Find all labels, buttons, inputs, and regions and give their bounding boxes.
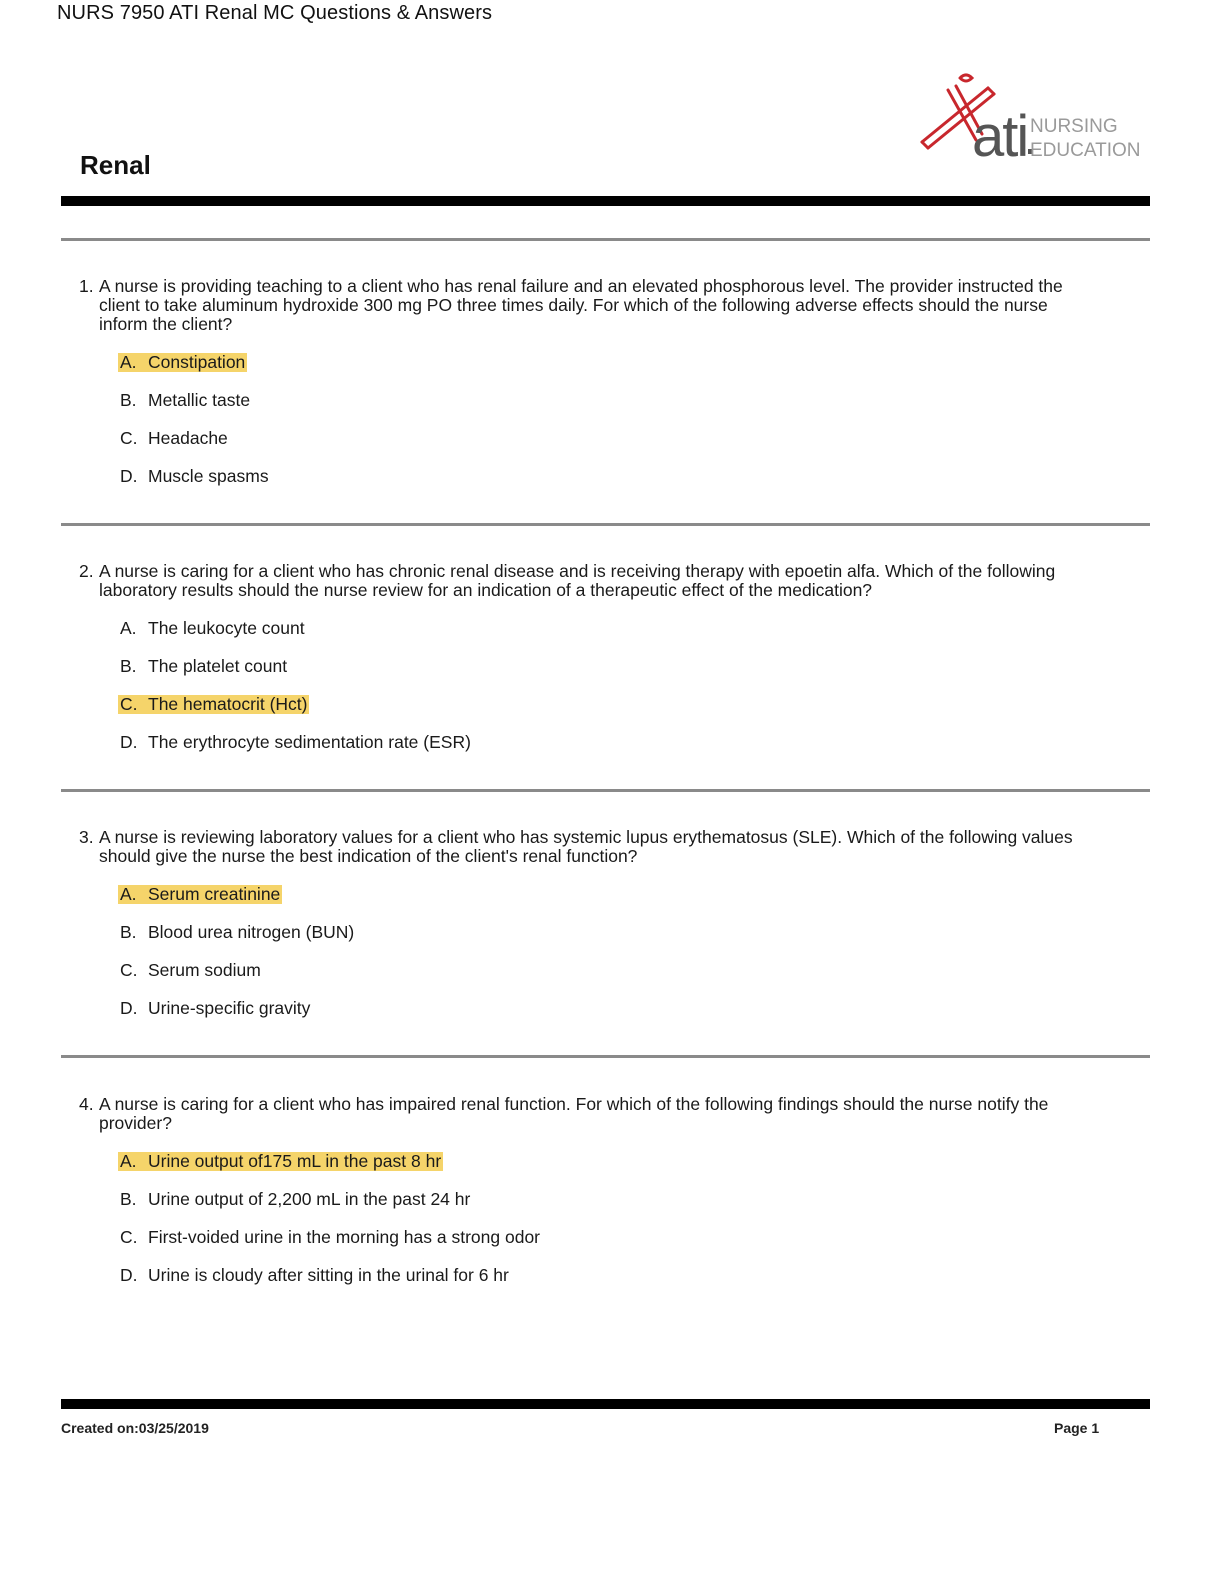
option-d[interactable] (79, 733, 1079, 771)
option-text: The leukocyte count (148, 618, 305, 638)
option-text: Headache (148, 428, 228, 448)
option-text: Muscle spasms (148, 466, 269, 486)
option-a[interactable] (79, 1152, 1079, 1190)
option-letter: C. (120, 694, 138, 714)
option-letter: B. (120, 390, 137, 410)
logo-line1-text: NURSING (1030, 116, 1118, 137)
option-text: Serum creatinine (148, 884, 281, 904)
logo-brand-text: ati (972, 104, 1028, 169)
option-text: Urine output of175 mL in the past 8 hr (148, 1151, 442, 1171)
option-letter: B. (120, 656, 137, 676)
question-stem (79, 828, 1079, 866)
option-b[interactable] (79, 657, 1079, 695)
options-list (79, 619, 1079, 771)
option-letter: A. (120, 1151, 137, 1171)
options-list (79, 1152, 1079, 1304)
question-text: A nurse is caring for a client who has impaired renal function. For which of the following findings should the nurse notify the provider? (99, 1094, 1049, 1133)
option-d[interactable] (79, 467, 1079, 505)
page-number: Page 1 (1054, 1420, 1100, 1436)
option-text: First-voided urine in the morning has a strong odor (148, 1227, 541, 1247)
option-letter: B. (120, 922, 137, 942)
section-heading: Renal (80, 150, 151, 180)
question-number: 3. (79, 827, 94, 847)
option-text: Blood urea nitrogen (BUN) (148, 922, 355, 942)
option-text: Urine is cloudy after sitting in the urinal for 6 hr (148, 1265, 509, 1285)
question-text: A nurse is caring for a client who has chronic renal disease and is receiving therapy with epoetin alfa. Which of the following laboratory results should the nurse review for an indication of a therapeutic effect of the medication? (99, 561, 1056, 600)
option-a[interactable] (79, 885, 1079, 923)
option-text: The platelet count (148, 656, 288, 676)
divider (61, 238, 1150, 241)
created-date: Created on:03/25/2019 (61, 1420, 209, 1436)
option-letter: C. (120, 960, 138, 980)
option-a[interactable] (79, 619, 1079, 657)
question-2 (79, 562, 1079, 771)
option-a[interactable] (79, 353, 1079, 391)
option-text: The erythrocyte sedimentation rate (ESR) (148, 732, 471, 752)
option-letter: D. (120, 998, 138, 1018)
option-text: Serum sodium (148, 960, 261, 980)
options-list (79, 353, 1079, 505)
option-letter: D. (120, 466, 138, 486)
question-number: 2. (79, 561, 94, 581)
option-letter: C. (120, 1227, 138, 1247)
footer-rule (61, 1399, 1150, 1409)
header-rule (61, 196, 1150, 206)
question-3 (79, 828, 1079, 1037)
option-c[interactable] (79, 961, 1079, 999)
question-stem (79, 277, 1079, 334)
question-4 (79, 1095, 1079, 1304)
document-title: NURS 7950 ATI Renal MC Questions & Answers (57, 2, 493, 24)
option-letter: C. (120, 428, 138, 448)
option-b[interactable] (79, 923, 1079, 961)
question-text: A nurse is providing teaching to a client who has renal failure and an elevated phosphorous level. The provider instructed the client to take aluminum hydroxide 300 mg PO three times daily. For which of the following adverse effects should the nurse inform the client? (99, 276, 1063, 334)
option-letter: A. (120, 884, 137, 904)
divider (61, 523, 1150, 526)
option-text: Urine-specific gravity (148, 998, 311, 1018)
option-b[interactable] (79, 1190, 1079, 1228)
option-letter: D. (120, 732, 138, 752)
question-number: 1. (79, 276, 94, 296)
option-text: The hematocrit (Hct) (148, 694, 308, 714)
option-c[interactable] (79, 1228, 1079, 1266)
question-1 (79, 277, 1079, 505)
question-text: A nurse is reviewing laboratory values for a client who has systemic lupus erythematosus (SLE). Which of the following values should give the nurse the best indication of the client's renal function? (99, 827, 1073, 866)
option-c[interactable] (79, 695, 1079, 733)
logo-line2-text: EDUCATION (1030, 140, 1141, 161)
option-text: Constipation (148, 352, 246, 372)
option-letter: B. (120, 1189, 137, 1209)
options-list (79, 885, 1079, 1037)
option-text: Metallic taste (148, 390, 251, 410)
ati-logo-icon (918, 70, 1141, 170)
option-d[interactable] (79, 999, 1079, 1037)
option-b[interactable] (79, 391, 1079, 429)
option-letter: D. (120, 1265, 138, 1285)
option-text: Urine output of 2,200 mL in the past 24 hr (148, 1189, 471, 1209)
option-letter: A. (120, 618, 137, 638)
option-d[interactable] (79, 1266, 1079, 1304)
option-letter: A. (120, 352, 137, 372)
divider (61, 1055, 1150, 1058)
ati-logo (918, 70, 1141, 170)
question-number: 4. (79, 1094, 94, 1114)
question-stem (79, 1095, 1079, 1133)
divider (61, 789, 1150, 792)
question-stem (79, 562, 1079, 600)
option-c[interactable] (79, 429, 1079, 467)
